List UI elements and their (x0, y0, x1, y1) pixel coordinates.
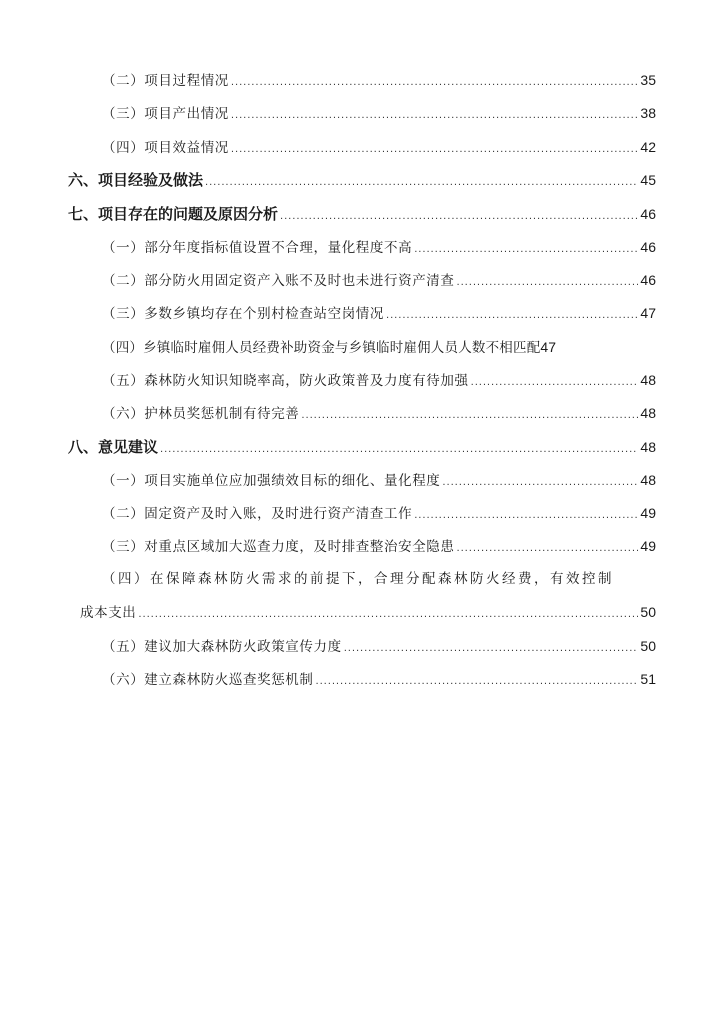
toc-leader-dots (160, 439, 638, 461)
toc-entry[interactable] (102, 402, 656, 424)
toc-entry[interactable] (102, 535, 656, 557)
toc-entry-label: （四）在保障森林防火需求的前提下，合理分配森林防火经费，有效控制 (102, 571, 614, 587)
toc-page-number: 35 (640, 72, 656, 88)
toc-entry[interactable] (102, 302, 656, 324)
toc-entry-label: （三）对重点区域加大巡查力度，及时排查整治安全隐患 (102, 539, 455, 555)
toc-entry-label: （五）森林防火知识知晓率高，防火政策普及力度有待加强 (102, 373, 469, 389)
toc-entry-label: （一）项目实施单位应加强绩效目标的细化、量化程度 (102, 473, 441, 489)
toc-page-number: 46 (640, 206, 656, 222)
toc-leader-dots (442, 472, 638, 494)
toc-leader-dots (301, 405, 638, 427)
toc-page-number: 42 (640, 139, 656, 155)
toc-leader-dots (414, 505, 638, 527)
toc-chapter-entry[interactable] (68, 203, 656, 225)
toc-page-number: 38 (640, 105, 656, 121)
toc-page-number: 48 (640, 472, 656, 488)
toc-entry[interactable] (102, 102, 656, 124)
toc-entry-label: 八、意见建议 (68, 438, 159, 456)
toc-page-number: 51 (640, 671, 656, 687)
toc-page-number: 48 (640, 405, 656, 421)
toc-entry[interactable] (102, 269, 656, 291)
toc-entry[interactable] (102, 502, 656, 524)
toc-entry[interactable] (102, 469, 656, 491)
toc-entry[interactable] (102, 136, 656, 158)
toc-leader-dots (231, 72, 639, 94)
toc-entry[interactable] (102, 668, 656, 690)
toc-leader-dots (471, 372, 639, 394)
toc-page-number: 47 (540, 339, 556, 355)
toc-page-number: 46 (640, 239, 656, 255)
toc-entry-label: 六、项目经验及做法 (68, 171, 204, 189)
toc-page-number: 46 (640, 272, 656, 288)
toc-entry-label: （五）建议加大森林防火政策宣传力度 (102, 639, 342, 655)
toc-entry-label: 成本支出 (80, 605, 137, 621)
toc-leader-dots (138, 604, 638, 626)
toc-entry-label: （一）部分年度指标值设置不合理，量化程度不高 (102, 240, 413, 256)
toc-chapter-entry[interactable] (68, 169, 656, 191)
toc-leader-dots (231, 139, 639, 161)
toc-chapter-entry[interactable] (68, 436, 656, 458)
toc-entry-label: （二）固定资产及时入账，及时进行资产清查工作 (102, 506, 413, 522)
toc-page-number: 48 (640, 439, 656, 455)
toc-entry-label: （二）部分防火用固定资产入账不及时也未进行资产清查 (102, 273, 455, 289)
toc-leader-dots (280, 206, 638, 228)
toc-entry-label: 七、项目存在的问题及原因分析 (68, 205, 279, 223)
toc-entry-label: （六）建立森林防火巡查奖惩机制 (102, 672, 314, 688)
toc-page-number: 49 (640, 538, 656, 554)
toc-entry[interactable] (102, 69, 656, 91)
toc-entry[interactable] (102, 635, 656, 657)
toc-entry-label: （三）项目产出情况 (102, 106, 229, 122)
toc-entry[interactable] (102, 236, 656, 258)
toc-leader-dots (386, 305, 638, 327)
toc-page-number: 45 (640, 172, 656, 188)
toc-leader-dots (457, 538, 639, 560)
toc-entry[interactable] (102, 336, 656, 358)
toc-entry-first-line[interactable] (102, 568, 656, 590)
toc-entry-label: （三）多数乡镇均存在个别村检查站空岗情况 (102, 306, 384, 322)
toc-page-number: 48 (640, 372, 656, 388)
toc-page-number: 50 (640, 604, 656, 620)
toc-entry-label: （四）项目效益情况 (102, 140, 229, 156)
toc-entry-label: （二）项目过程情况 (102, 73, 229, 89)
toc-page-number: 50 (640, 638, 656, 654)
toc-entry[interactable] (102, 369, 656, 391)
toc-leader-dots (457, 272, 639, 294)
toc-leader-dots (231, 105, 639, 127)
toc-page-number: 49 (640, 505, 656, 521)
toc-leader-dots (316, 671, 639, 693)
toc-page-number: 47 (640, 305, 656, 321)
toc-leader-dots (414, 239, 638, 261)
toc-leader-dots (344, 638, 639, 660)
toc-entry-continuation[interactable] (80, 601, 656, 623)
toc-leader-dots (205, 172, 638, 194)
toc-entry-label: （六）护林员奖惩机制有待完善 (102, 406, 300, 422)
toc-entry-label: （四）乡镇临时雇佣人员经费补助资金与乡镇临时雇佣人员人数不相匹配 (102, 340, 541, 356)
